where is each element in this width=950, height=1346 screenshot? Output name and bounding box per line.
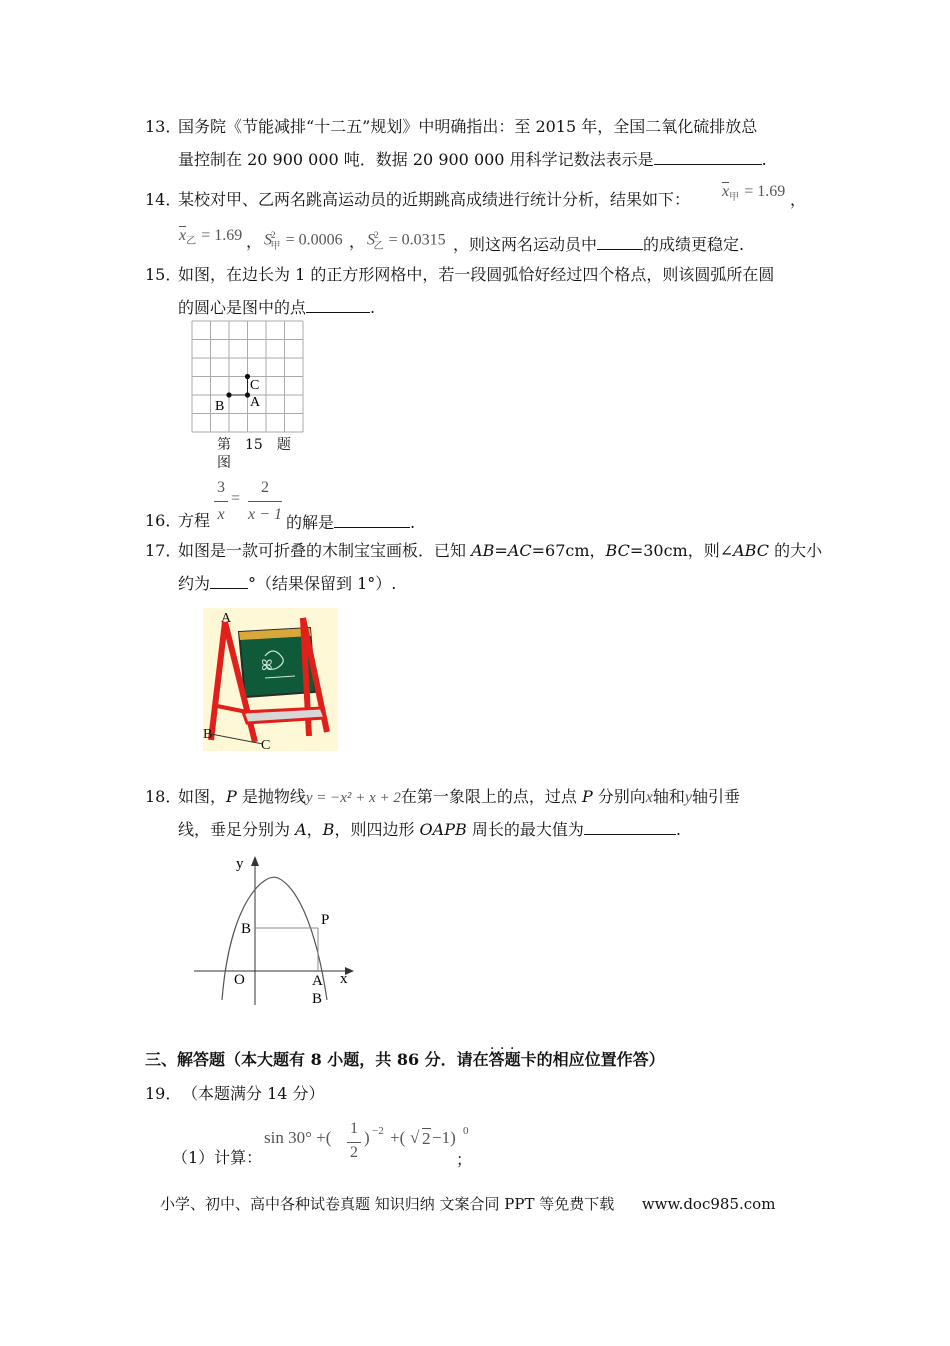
q15-number: 15． [145,265,182,284]
answer-blank [597,233,643,250]
label-a: A [250,395,261,410]
q15-line2: 的圆心是图中的点 . [178,298,376,317]
q13-line1: 国务院《节能减排“十二五”规划》中明确指出：至 2015 年，全国二氧化硫排放总 [178,117,758,136]
q17-number: 17． [145,541,182,560]
footer-text: 小学、初中、高中各种试卷真题 知识归纳 文案合同 PPT 等免费下载 [160,1195,615,1213]
q13-number: 13． [145,117,182,136]
q14-mean-jia: $\overline{x}_甲 = 1.69$ [722,183,786,204]
label-y: y [236,856,244,872]
label-c: C [261,738,271,751]
svg-text:ꕤ: ꕤ [261,659,273,674]
label-c: C [250,378,260,393]
q17-line1: 如图是一款可折叠的木制宝宝画板．已知 AB=AC=67cm，BC=30cm，则∠ABC 的大小 [178,541,823,560]
semicolon: ； [456,1150,473,1169]
q16-prefix: 方程 [178,511,211,530]
comma: ， [349,232,366,251]
comma: ， [790,190,807,209]
q16-fraction-right: 2 x − 1 [248,479,282,523]
answer-blank [306,296,370,313]
q19-part1-label: （1）计算： [172,1148,263,1167]
q15-grid-figure [190,319,306,434]
q14-number: 14． [145,190,182,209]
q17-line2: 约为 °（结果保留到 1°）. [178,574,397,593]
equals-sign: = [231,490,241,507]
q14-var-yi: $S^2_乙 = 0.0315$ [367,230,446,252]
point-b [226,392,231,397]
label-p: P [321,912,330,928]
label-o: O [234,972,245,988]
q19-number: 19． [145,1084,182,1103]
answer-blank [654,148,762,165]
q18-parabola-graph [190,850,360,1010]
answer-blank [334,511,410,528]
sqrt-sign-icon: √ [410,1128,420,1147]
label-b: B [203,727,213,742]
q14-var-jia: $S^2_甲 = 0.0006$ [264,230,343,252]
q18-line1: 如图，P 是抛物线y = −x² + x + 2在第一象限上的点，过点 P 分别向x轴和y轴引垂 [178,787,741,806]
q13-line2: 量控制在 20 900 000 吨．数据 20 900 000 用科学记数法表示是 . [178,150,767,169]
label-b-lower: B [312,991,323,1007]
label-x: x [340,971,348,987]
q16-suffix: 的解是 . [286,513,416,532]
label-b: B [241,921,252,937]
footer [160,1193,775,1214]
q14-mean-yi: $\overline{x}_乙 = 1.69$ [179,227,243,248]
label-a: A [312,973,323,989]
figure-caption: 第 15 题 图 [217,437,291,471]
label-b: B [215,399,225,414]
q16-number: 16． [145,511,182,530]
answer-blank [210,572,248,589]
q19-note: （本题满分 14 分） [182,1084,325,1103]
q14-line1: 某校对甲、乙两名跳高运动员的近期跳高成绩进行统计分析，结果如下： [178,190,691,209]
label-a: A [221,611,232,626]
comma: ， [246,232,263,251]
easel-drawing-board-image [203,608,338,751]
q14-tail: ，则这两名运动员中 的成绩更稳定. [453,235,745,254]
answer-blank [584,818,676,835]
section-title: 三、解答题（本大题有 8 小题，共 86 分．请在答题卡的相应位置作答） [145,1050,665,1069]
footer-url[interactable]: www.doc985.com [641,1195,776,1213]
q18-number: 18． [145,787,182,806]
q16-fraction-left: 3 x [212,478,230,525]
q18-line2: 线，垂足分别为 A，B，则四边形 OAPB 周长的最大值为 . [178,820,681,839]
q15-line1: 如图，在边长为 1 的正方形网格中，若一段圆弧恰好经过四个格点，则该圆弧所在圆 [178,265,775,284]
emphasis-dots: ．．． [490,1037,527,1053]
